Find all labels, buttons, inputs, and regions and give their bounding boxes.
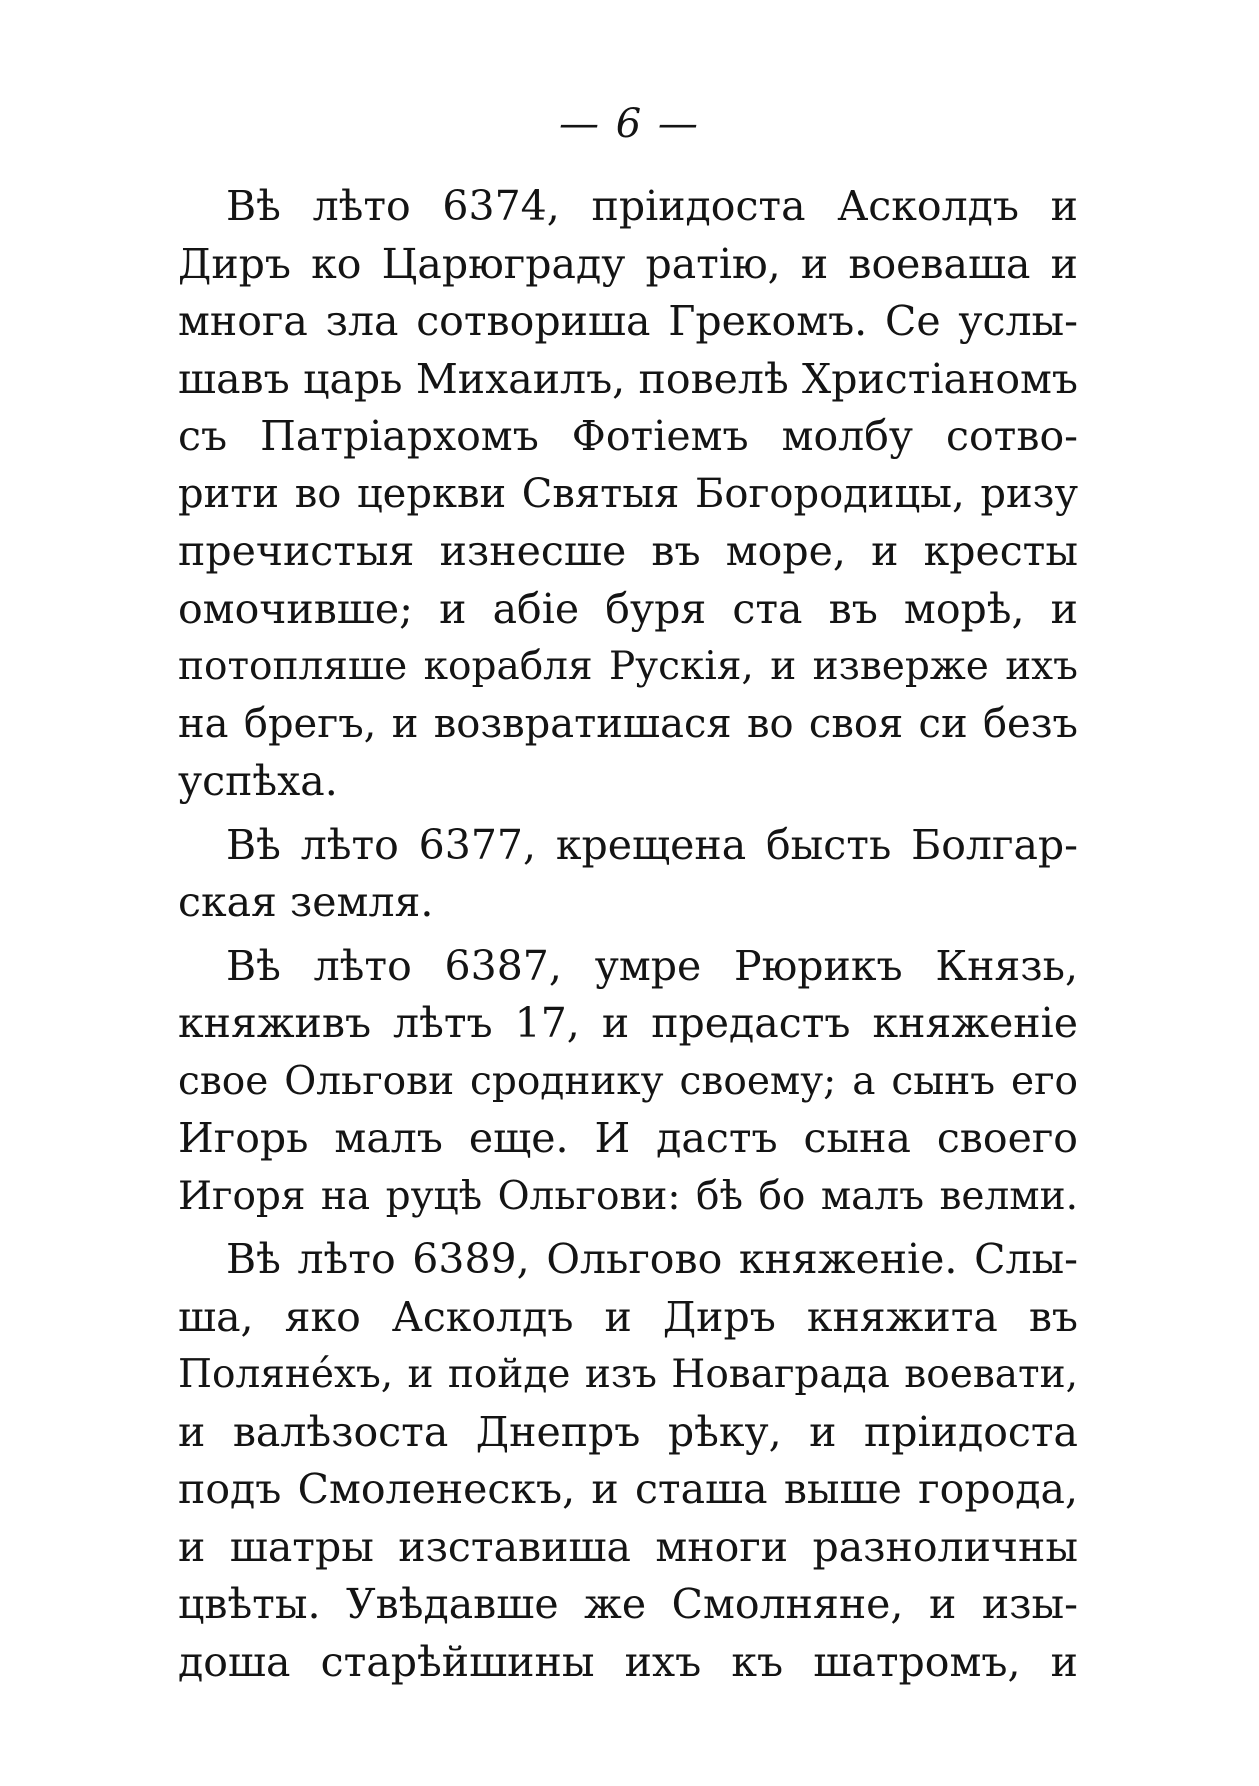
text-line: доша старѣйшины ихъ къ шатромъ, и bbox=[178, 1637, 1078, 1686]
text-line: Вѣ лѣто 6374, пріидоста Асколдъ и bbox=[226, 182, 1078, 230]
text-line: Вѣ лѣто 6387, умре Рюрикъ Князь, bbox=[226, 941, 1078, 990]
text-block bbox=[178, 178, 1078, 1691]
text-line: потопляше корабля Рускія, и изверже ихъ bbox=[178, 644, 1078, 689]
text-line: и шатры изставиша многи разноличны bbox=[178, 1522, 1078, 1571]
text-line: Игорь малъ еще. И дастъ сына своего bbox=[178, 1114, 1078, 1162]
paragraph-1 bbox=[178, 178, 1078, 811]
paragraph-2 bbox=[178, 817, 1078, 932]
text-line: ская земля. bbox=[178, 878, 434, 926]
text-line: шавъ царь Михаилъ, повелѣ Христіаномъ bbox=[178, 354, 1078, 403]
text-line: Вѣ лѣто 6377, крещена бысть Болгар- bbox=[226, 820, 1078, 869]
text-line: омочивше; и абіе буря ста въ морѣ, и bbox=[178, 584, 1078, 633]
text-line: княживъ лѣтъ 17, и предастъ княженіе bbox=[178, 999, 1078, 1047]
text-line: Диръ ко Царюграду ратію, и воеваша и bbox=[178, 239, 1078, 288]
text-line: пречистыя изнесше въ море, и кресты bbox=[178, 527, 1078, 575]
text-line: Игоря на руцѣ Ольгови: бѣ бо малъ велми. bbox=[178, 1173, 1078, 1219]
text-line: свое Ольгови сроднику своему; а сынъ его bbox=[178, 1058, 1078, 1104]
text-line: ша, яко Асколдъ и Диръ княжита въ bbox=[178, 1292, 1078, 1341]
text-line: съ Патріархомъ Фотіемъ молбу сотво- bbox=[178, 412, 1078, 460]
text-line: рити во церкви Святыя Богородицы, ризу bbox=[178, 470, 1078, 517]
text-line: Поляне́хъ, и пойде изъ Новаграда воевати, bbox=[178, 1352, 1078, 1397]
paragraph-4 bbox=[178, 1231, 1078, 1691]
text-line: на брегъ, и возвратишася во своя си безъ bbox=[178, 700, 1078, 747]
paragraph-3 bbox=[178, 938, 1078, 1226]
text-line: успѣха. bbox=[178, 757, 338, 805]
text-line: цвѣты. Увѣдавше же Смолняне, и изы- bbox=[178, 1580, 1078, 1628]
text-line: подъ Смоленескъ, и сташа выше города, bbox=[178, 1465, 1078, 1513]
text-line: Вѣ лѣто 6389, Ольгово княженіе. Слы- bbox=[226, 1235, 1078, 1283]
page-number: — 6 — bbox=[559, 101, 700, 147]
text-line: и валѣзоста Днепръ рѣку, и пріидоста bbox=[178, 1407, 1078, 1456]
text-line: многа зла сотвориша Грекомъ. Се услы- bbox=[178, 297, 1078, 345]
